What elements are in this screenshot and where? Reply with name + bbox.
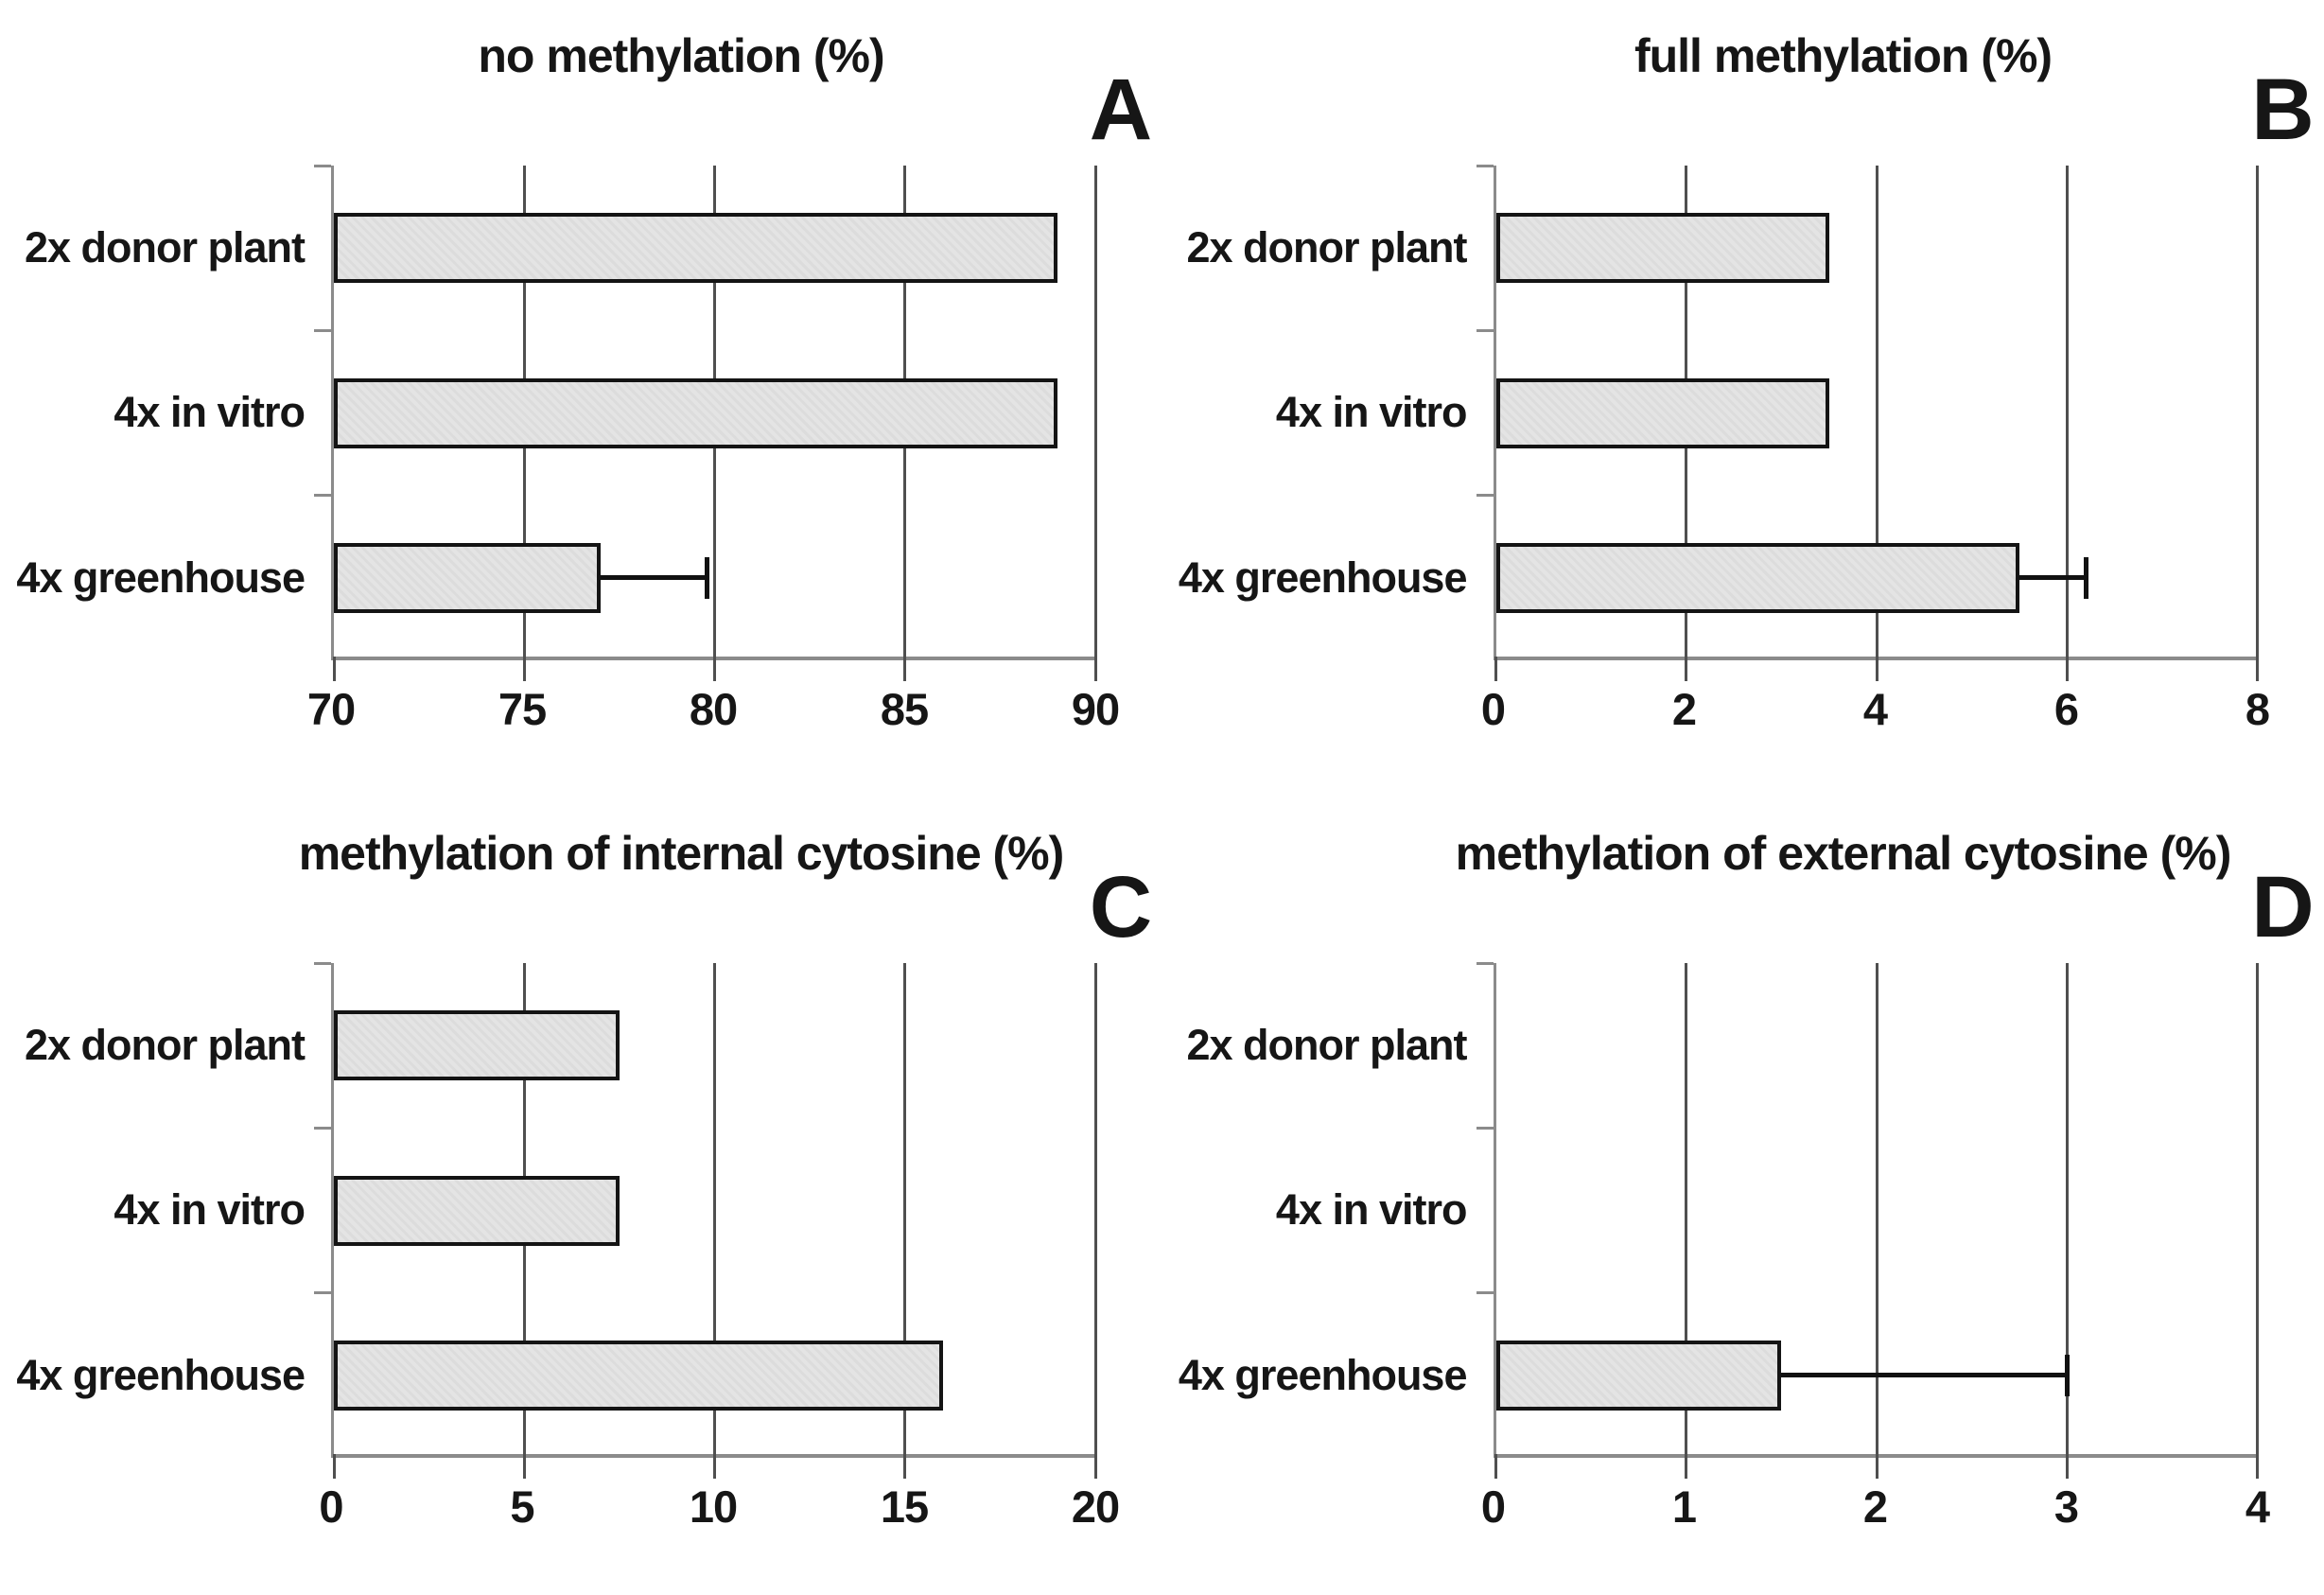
error-whisker bbox=[601, 575, 708, 580]
y-tick-mark bbox=[1477, 329, 1494, 332]
category-label: 4x greenhouse bbox=[16, 1350, 305, 1399]
bar bbox=[334, 543, 601, 613]
error-cap bbox=[2065, 1355, 2070, 1396]
x-tick-mark bbox=[2256, 657, 2259, 681]
x-tick-label: 8 bbox=[2245, 684, 2270, 734]
y-tick-mark bbox=[314, 494, 331, 497]
x-tick-mark bbox=[1685, 1454, 1687, 1479]
x-tick-mark bbox=[1094, 657, 1097, 681]
x-tick-mark bbox=[523, 657, 526, 681]
gridline bbox=[1094, 166, 1097, 657]
chart-title: no methylation (%) bbox=[478, 29, 884, 82]
chart-title: full methylation (%) bbox=[1634, 29, 2053, 82]
x-tick-label: 4 bbox=[1862, 684, 1888, 734]
plot-area bbox=[1494, 166, 2258, 660]
x-tick-label: 85 bbox=[880, 684, 929, 734]
category-label: 2x donor plant bbox=[24, 223, 305, 272]
category-labels bbox=[0, 963, 305, 1458]
panel-a bbox=[0, 0, 1162, 798]
gridline bbox=[1094, 963, 1097, 1454]
panel-c bbox=[0, 798, 1162, 1595]
x-tick-label: 0 bbox=[1480, 684, 1506, 734]
x-tick-label: 15 bbox=[880, 1481, 929, 1532]
x-tick-label: 75 bbox=[498, 684, 547, 734]
bar-chart bbox=[0, 798, 1162, 1595]
x-axis-labels bbox=[306, 677, 1120, 744]
category-label: 2x donor plant bbox=[1186, 223, 1467, 272]
error-whisker bbox=[1781, 1373, 2067, 1377]
x-tick-label: 4 bbox=[2245, 1481, 2270, 1532]
bar bbox=[1496, 543, 2019, 613]
x-axis-labels bbox=[1480, 677, 2270, 744]
chart-title: methylation of external cytosine (%) bbox=[1455, 827, 2231, 880]
plot-area bbox=[331, 963, 1095, 1458]
x-tick-mark bbox=[2066, 657, 2069, 681]
y-tick-mark bbox=[1477, 494, 1494, 497]
gridline bbox=[2256, 963, 2259, 1454]
bar-chart bbox=[1162, 0, 2324, 798]
category-label: 4x in vitro bbox=[1275, 388, 1467, 437]
x-axis-labels bbox=[319, 1475, 1120, 1541]
x-tick-label: 0 bbox=[319, 1481, 343, 1532]
gridline bbox=[1876, 963, 1878, 1454]
x-tick-mark bbox=[1685, 657, 1687, 681]
category-label: 4x greenhouse bbox=[16, 552, 305, 602]
x-tick-mark bbox=[523, 1454, 526, 1479]
x-tick-label: 1 bbox=[1671, 1481, 1697, 1532]
error-cap bbox=[2084, 557, 2088, 599]
category-label: 2x donor plant bbox=[1186, 1021, 1467, 1070]
chart-title: methylation of internal cytosine (%) bbox=[298, 827, 1064, 880]
bar bbox=[334, 1010, 620, 1080]
bar bbox=[334, 1341, 943, 1411]
x-tick-mark bbox=[1494, 1454, 1497, 1479]
x-tick-label: 2 bbox=[1862, 1481, 1888, 1532]
x-tick-mark bbox=[1094, 1454, 1097, 1479]
bar bbox=[334, 378, 1057, 448]
panel-b bbox=[1162, 0, 2324, 798]
x-tick-mark bbox=[713, 657, 716, 681]
x-tick-mark bbox=[333, 657, 336, 681]
plot-area bbox=[331, 166, 1095, 660]
y-tick-mark bbox=[1477, 165, 1494, 167]
bar bbox=[1496, 213, 1829, 283]
y-tick-mark bbox=[314, 1127, 331, 1130]
x-tick-mark bbox=[903, 1454, 906, 1479]
x-tick-mark bbox=[1876, 1454, 1878, 1479]
category-labels bbox=[0, 166, 305, 660]
panel-letter: C bbox=[1089, 859, 1153, 955]
x-tick-mark bbox=[713, 1454, 716, 1479]
y-tick-mark bbox=[314, 165, 331, 167]
panel-letter: B bbox=[2251, 61, 2315, 158]
panel-d bbox=[1162, 798, 2324, 1595]
y-tick-mark bbox=[314, 329, 331, 332]
gridline bbox=[2066, 166, 2069, 657]
category-label: 4x in vitro bbox=[1275, 1185, 1467, 1235]
category-label: 4x in vitro bbox=[114, 1185, 305, 1235]
category-labels bbox=[1162, 963, 1467, 1458]
category-label: 2x donor plant bbox=[24, 1021, 305, 1070]
category-label: 4x greenhouse bbox=[1178, 552, 1467, 602]
x-tick-label: 90 bbox=[1071, 684, 1120, 734]
y-tick-mark bbox=[1477, 1291, 1494, 1294]
x-tick-mark bbox=[2066, 1454, 2069, 1479]
y-tick-mark bbox=[1477, 1127, 1494, 1130]
category-labels bbox=[1162, 166, 1467, 660]
x-axis-labels bbox=[1480, 1475, 2270, 1541]
x-tick-label: 70 bbox=[306, 684, 356, 734]
plot-area bbox=[1494, 963, 2258, 1458]
y-tick-mark bbox=[1477, 962, 1494, 965]
bar bbox=[334, 213, 1057, 283]
error-whisker bbox=[2019, 575, 2086, 580]
x-tick-label: 20 bbox=[1071, 1481, 1120, 1532]
x-tick-mark bbox=[2256, 1454, 2259, 1479]
x-tick-label: 3 bbox=[2053, 1481, 2079, 1532]
error-cap bbox=[705, 557, 709, 599]
x-tick-mark bbox=[1494, 657, 1497, 681]
x-tick-mark bbox=[1876, 657, 1878, 681]
bar bbox=[1496, 378, 1829, 448]
x-tick-label: 5 bbox=[510, 1481, 534, 1532]
bar-chart bbox=[0, 0, 1162, 798]
bar bbox=[334, 1176, 620, 1246]
x-tick-mark bbox=[903, 657, 906, 681]
x-tick-label: 80 bbox=[689, 684, 738, 734]
category-label: 4x greenhouse bbox=[1178, 1350, 1467, 1399]
bar bbox=[1496, 1341, 1782, 1411]
x-tick-label: 6 bbox=[2053, 684, 2079, 734]
bar-chart bbox=[1162, 798, 2324, 1595]
y-tick-mark bbox=[314, 962, 331, 965]
gridline bbox=[2256, 166, 2259, 657]
y-tick-mark bbox=[314, 1291, 331, 1294]
x-tick-label: 0 bbox=[1480, 1481, 1506, 1532]
panel-letter: D bbox=[2251, 859, 2315, 955]
x-tick-mark bbox=[333, 1454, 336, 1479]
x-tick-label: 2 bbox=[1671, 684, 1697, 734]
category-label: 4x in vitro bbox=[114, 388, 305, 437]
panel-letter: A bbox=[1089, 61, 1153, 158]
x-tick-label: 10 bbox=[689, 1481, 738, 1532]
